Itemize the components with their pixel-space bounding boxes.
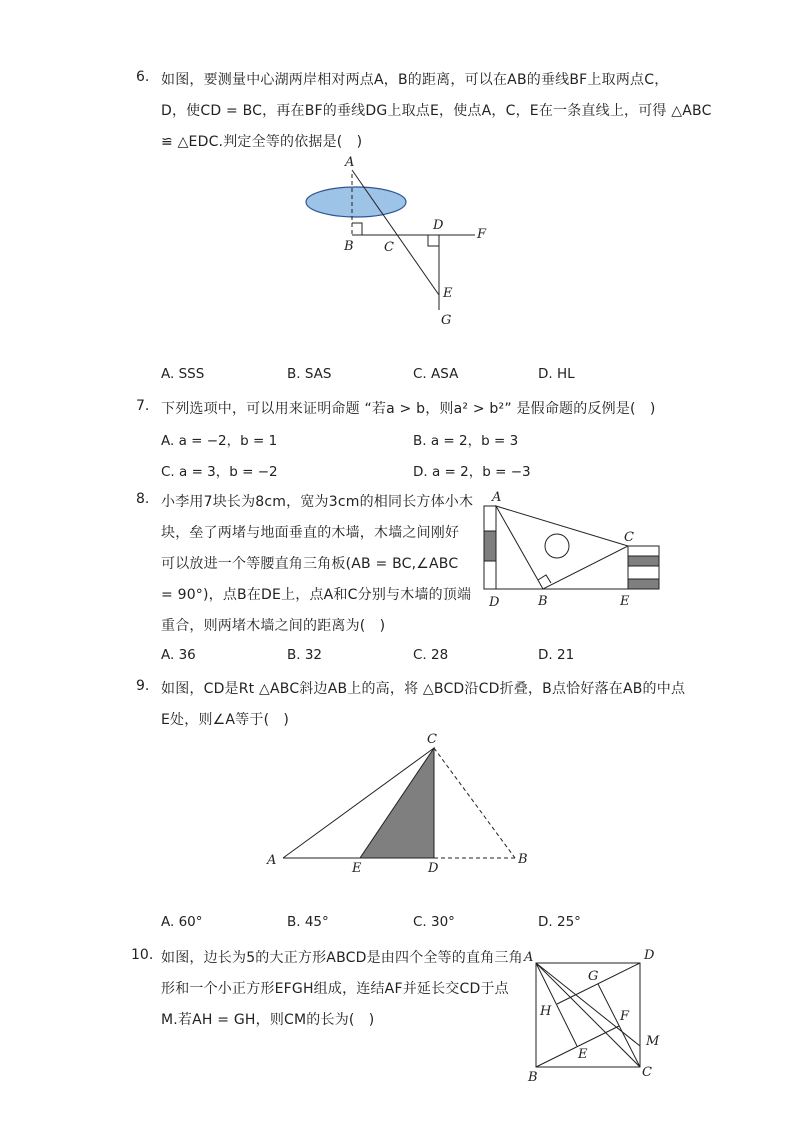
question-text-line: E处，则∠A等于( ) <box>161 712 290 728</box>
label-A: A <box>267 853 277 868</box>
label-C: C <box>427 732 437 747</box>
label-F: F <box>620 1009 630 1024</box>
option-a: A. a = −2，b = 1 <box>161 433 278 449</box>
wooden-wall-figure <box>474 486 666 610</box>
option-d: D. HL <box>538 366 575 382</box>
question-text-line: 形和一个小正方形EFGH组成，连结AF并延长交CD于点 <box>161 981 509 997</box>
option-d: D. a = 2，b = −3 <box>413 464 531 480</box>
question-number: 7. <box>136 398 150 414</box>
lake-figure <box>300 150 500 330</box>
option-d: D. 25° <box>538 914 581 930</box>
label-M: M <box>646 1034 660 1049</box>
question-text-line: 小李用7块长为8cm，宽为3cm的相同长方体小木 <box>161 494 474 510</box>
label-E: E <box>443 286 453 301</box>
option-b: B. 32 <box>287 647 323 663</box>
option-d: D. 21 <box>538 647 575 663</box>
question-text-line: 如图，要测量中心湖两岸相对两点A，B的距离，可以在AB的垂线BF上取两点C， <box>161 72 669 88</box>
label-D: D <box>428 861 439 876</box>
question-text-line: D，使CD = BC，再在BF的垂线DG上取点E，使点A，C，E在一条直线上，可得 △ABC <box>161 103 712 119</box>
question-text-line: M.若AH = GH，则CM的长为( ) <box>161 1012 375 1028</box>
question-text-line: 下列选项中，可以用来证明命题 “若a > b，则a² > b²” 是假命题的反例是( ) <box>161 401 656 417</box>
label-B: B <box>538 594 548 609</box>
option-a: A. SSS <box>161 366 205 382</box>
label-G: G <box>441 313 452 328</box>
label-H: H <box>540 1004 552 1019</box>
option-a: A. 60° <box>161 914 203 930</box>
label-A: A <box>524 950 534 965</box>
question-number: 9. <box>136 678 150 694</box>
label-A: A <box>345 155 355 170</box>
question-text-line: = 90°)，点B在DE上，点A和C分别与木墙的顶端 <box>161 587 472 603</box>
fold-triangle-figure <box>260 730 540 880</box>
label-C: C <box>384 240 394 255</box>
label-F: F <box>477 227 487 242</box>
label-E: E <box>578 1047 588 1062</box>
question-number: 8. <box>136 491 150 507</box>
label-A: A <box>492 490 502 505</box>
label-B: B <box>344 239 354 254</box>
label-C: C <box>642 1065 652 1080</box>
label-D: D <box>433 218 444 233</box>
question-text-line: 如图，边长为5的大正方形ABCD是由四个全等的直角三角 <box>161 950 523 966</box>
option-c: C. a = 3，b = −2 <box>161 464 278 480</box>
option-c: C. ASA <box>413 366 459 382</box>
question-text-line: ≌ △EDC.判定全等的依据是( ) <box>161 134 363 150</box>
option-c: C. 28 <box>413 647 449 663</box>
label-D: D <box>644 948 655 963</box>
label-G: G <box>588 969 599 984</box>
square-figure <box>518 942 668 1087</box>
option-a: A. 36 <box>161 647 196 663</box>
label-E: E <box>620 594 630 609</box>
label-C: C <box>624 530 634 545</box>
question-number: 6. <box>136 69 150 85</box>
option-c: C. 30° <box>413 914 455 930</box>
question-number: 10. <box>131 947 154 963</box>
question-text-line: 重合，则两堵木墙之间的距离为( ) <box>161 618 386 634</box>
option-b: B. a = 2，b = 3 <box>413 433 519 449</box>
option-b: B. SAS <box>287 366 332 382</box>
question-text-line: 可以放进一个等腰直角三角板(AB = BC,∠ABC <box>161 556 459 572</box>
label-E: E <box>352 861 362 876</box>
option-b: B. 45° <box>287 914 329 930</box>
label-D: D <box>489 595 500 610</box>
label-B: B <box>528 1070 538 1085</box>
question-text-line: 块，垒了两堵与地面垂直的木墙，木墙之间刚好 <box>161 525 460 541</box>
question-text-line: 如图，CD是Rt △ABC斜边AB上的高，将 △BCD沿CD折叠，B点恰好落在AB的中点 <box>161 681 686 697</box>
label-B: B <box>518 852 528 867</box>
